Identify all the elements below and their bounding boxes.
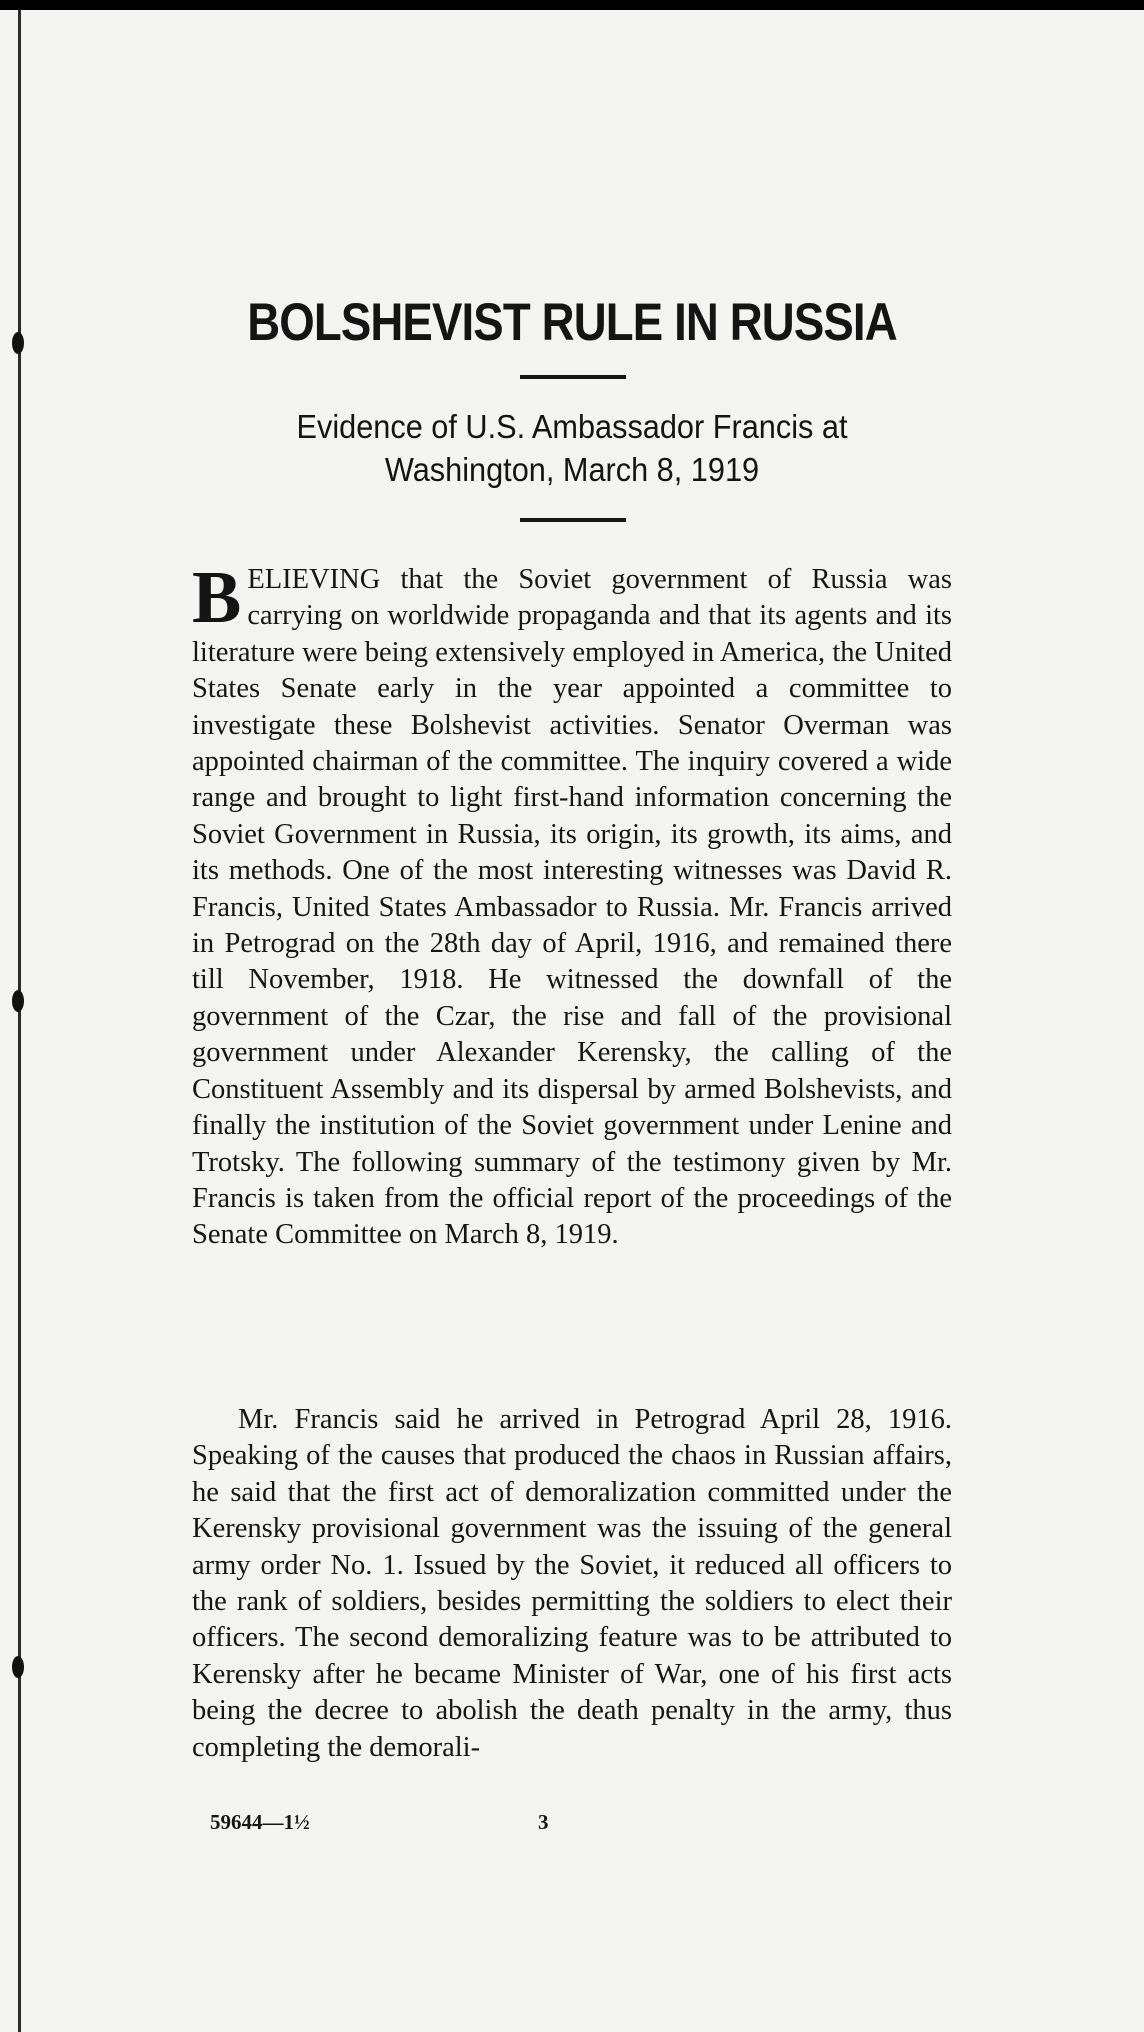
binding-edge bbox=[18, 10, 21, 2032]
page-number: 3 bbox=[538, 1810, 549, 1834]
binding-stitch-mark bbox=[12, 332, 24, 354]
scanned-page bbox=[0, 10, 1144, 2032]
page-title: BOLSHEVIST RULE IN RUSSIA bbox=[247, 293, 897, 352]
subtitle-line-1: Evidence of U.S. Ambassador Francis at bbox=[296, 408, 848, 445]
subtitle-line-2: Washington, March 8, 1919 bbox=[384, 451, 760, 488]
testimony-paragraph: Mr. Francis said he arrived in Petrograd April 28, 1916. Speaking of the causes that produced the chaos in Russian affairs, he said that the first act of demoralization committed under the Kerensky provisional government was the issuing of the general army order No. 1. Issued by the Soviet, it reduced all officers to the rank of soldiers, besides permitting the soldiers to elect their officers. The second demoralizing feature was to be attributed to Kerensky after he became Minister of War, one of his first acts being the decree to abolish the death penalty in the army, thus completing the demorali- bbox=[192, 1404, 952, 1763]
printer-signature-mark: 59644—1½ bbox=[210, 1810, 310, 1834]
intro-paragraph-text: ELIEVING that the Soviet government of Russia was carrying on worldwide propaganda and that its agents and its literature were being extensively employed in America, the United States Senate early in the year appointed a committee to investigate these Bolshevist activities. Senator Overman was appointed chairman of the committee. The inquiry covered a wide range and brought to light first-hand information concerning the Soviet Government in Russia, its origin, its growth, its aims, and its methods. One of the most interesting witnesses was David R. Francis, United States Ambassador to Russia. Mr. Francis arrived in Petrograd on the 28th day of April, 1916, and remained there till November, 1918. He witnessed the downfall of the government of the Czar, the rise and fall of the provisional government under Alexander Kerensky, the calling of the Constituent Assembly and its dispersal by armed Bolshevists, and finally the institution of the Soviet government under Lenine and Trotsky. The following summary of the testimony given by Mr. Francis is taken from the official report of the proceedings of the Senate Committee on March 8, 1919. bbox=[192, 564, 952, 1251]
intro-paragraph bbox=[192, 557, 952, 1254]
binding-stitch-mark bbox=[12, 990, 24, 1012]
title-divider bbox=[520, 375, 626, 379]
subtitle-divider bbox=[520, 518, 626, 522]
binding-stitch-mark bbox=[12, 1656, 24, 1678]
drop-cap: B bbox=[192, 557, 242, 639]
